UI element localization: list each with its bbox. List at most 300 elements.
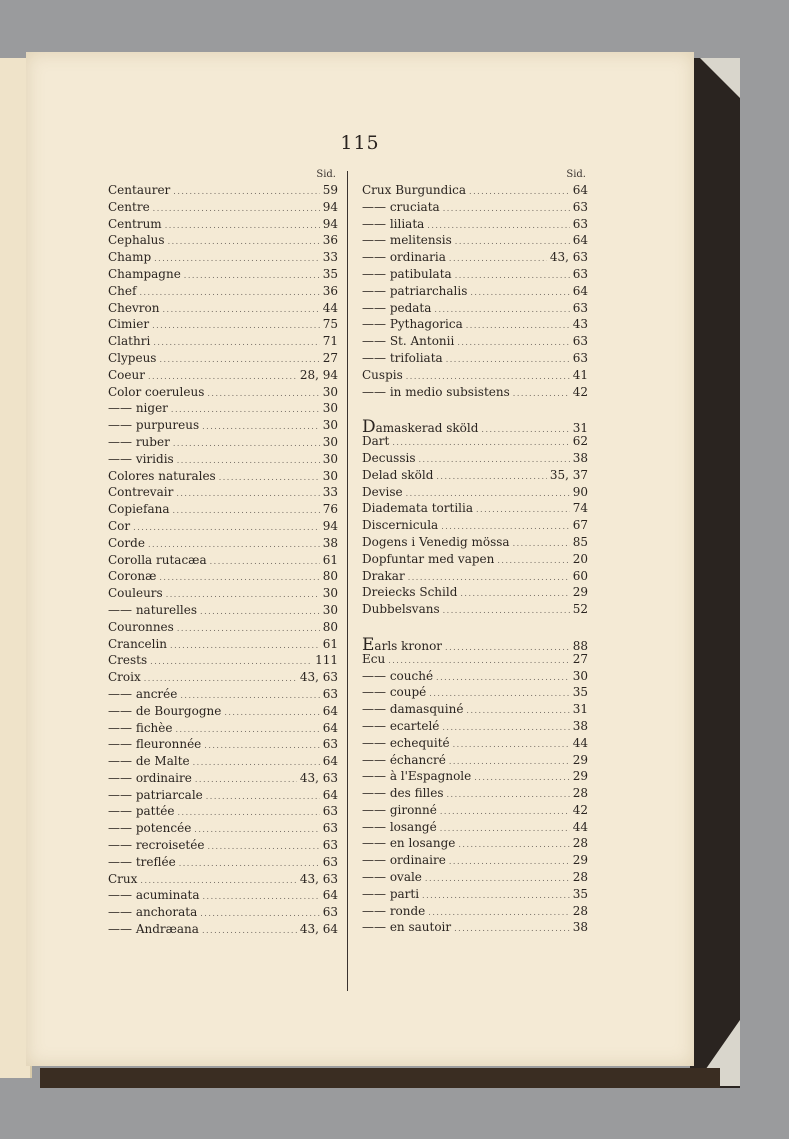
dot-leader [168,237,320,246]
index-entry [108,637,338,654]
entry-label: —— treflée [108,854,176,869]
entry-label: —— Pythagorica [362,317,463,332]
entry-label: —— de Bourgogne [108,703,222,718]
index-entry [108,721,338,738]
index-entry [108,737,338,754]
index-entry [108,888,338,905]
dot-leader [408,573,570,582]
dot-leader [179,859,320,868]
dot-leader [406,372,570,381]
dot-leader [460,589,569,598]
entry-label: —— melitensis [362,233,452,248]
entry-label: Coronæ [108,569,157,584]
entry-label: —— echequité [362,735,450,750]
dot-leader [162,305,319,314]
index-entry [362,485,588,502]
entry-page: 27 [572,651,588,666]
dot-leader [513,539,570,548]
index-entry [108,788,338,805]
dot-leader [200,909,319,918]
dot-leader [422,891,570,900]
entry-label: Dart [362,434,390,449]
index-entry [362,853,588,870]
entry-label: Centrum [108,216,162,231]
entry-label: —— pattée [108,804,175,819]
page-number: 115 [340,132,380,154]
entry-label: Corde [108,535,145,550]
entry-page: 74 [572,501,588,516]
index-entry [362,267,588,284]
entry-page: 61 [322,636,338,651]
dot-leader [440,824,570,833]
index-entry [362,803,588,820]
index-entry [362,634,588,655]
index-entry [108,233,338,250]
index-entry [362,535,588,552]
entry-page: 35, 37 [549,467,588,482]
entry-label: Colores naturales [108,468,216,483]
entry-label: Croix [108,670,141,685]
dot-leader [466,321,570,330]
entry-label: —— in medio subsistens [362,384,510,399]
entry-page: 90 [572,484,588,499]
entry-page: 30 [322,401,338,416]
index-entry [108,905,338,922]
dot-leader [453,740,570,749]
entry-page: 28 [572,903,588,918]
entry-page: 94 [322,518,338,533]
index-entry [362,669,588,686]
entry-page: 43, 63 [299,871,338,886]
entry-label: Dogens i Venedig mössa [362,534,510,549]
dot-leader [202,926,297,935]
column-divider [347,171,348,991]
entry-page: 63 [322,905,338,920]
index-entry [108,284,338,301]
index-entry [362,786,588,803]
index-entry [108,418,338,435]
entry-page: 35 [572,886,588,901]
entry-page: 38 [572,718,588,733]
dot-leader [207,842,319,851]
entry-page: 71 [322,334,338,349]
dot-leader [466,706,569,715]
entry-label: Damaskerad sköld [362,417,479,438]
index-entry [108,452,338,469]
entry-page: 63 [572,300,588,315]
entry-page: 64 [572,233,588,248]
index-entry [362,250,588,267]
entry-page: 85 [572,534,588,549]
entry-label: —— ecartelé [362,718,440,733]
index-entry [108,334,338,351]
entry-label: Cuspis [362,367,403,382]
dot-leader [165,221,320,230]
index-entry [362,217,588,234]
entry-label: Ecu [362,651,386,666]
entry-page: 62 [572,434,588,449]
index-entry [362,501,588,518]
entry-page: 44 [322,300,338,315]
entry-label: —— potencée [108,821,192,836]
entry-label: —— purpureus [108,418,200,433]
dot-leader [139,288,319,297]
dot-leader [428,908,569,917]
entry-page: 94 [322,199,338,214]
index-entry [362,233,588,250]
index-entry [108,821,338,838]
entry-page: 36 [322,233,338,248]
entry-label: Crests [108,653,148,668]
entry-label: Corolla rutacæa [108,552,207,567]
entry-label: —— viridis [108,451,174,466]
dot-leader [474,773,569,782]
entry-page: 43, 63 [299,770,338,785]
dot-leader [170,641,320,650]
index-section-e [362,635,588,937]
index-entry [362,417,588,438]
dot-leader [449,757,570,766]
dot-leader [392,438,569,447]
entry-page: 20 [572,551,588,566]
entry-label: —— à l'Espagnole [362,769,472,784]
entry-page: 29 [572,585,588,600]
index-entry [108,771,338,788]
dot-leader [200,607,320,616]
entry-page: 64 [322,754,338,769]
index-entry [362,183,588,200]
dot-leader [184,271,320,280]
entry-page: 63 [322,686,338,701]
dot-leader [440,807,570,816]
entry-page: 64 [572,183,588,197]
entry-page: 30 [322,434,338,449]
entry-page: 44 [572,735,588,750]
index-entry [108,267,338,284]
dot-leader [210,557,320,566]
entry-label: Dreiecks Schild [362,585,458,600]
index-entry [362,351,588,368]
index-entry [108,317,338,334]
index-section-c [362,183,588,401]
dot-leader [176,489,319,498]
entry-label: Copiefana [108,502,170,517]
entry-label: Clathri [108,334,151,349]
index-entry [362,685,588,702]
dot-leader [418,455,569,464]
index-entry [108,368,338,385]
index-entry [108,183,338,200]
dot-leader [427,221,569,230]
index-entry [362,602,588,619]
dot-leader [436,472,546,481]
entry-label: —— cruciata [362,199,440,214]
entry-page: 30 [322,468,338,483]
entry-page: 43 [572,317,588,332]
dot-leader [177,456,320,465]
index-entry [108,519,338,536]
dot-leader [180,691,319,700]
index-entry [362,200,588,217]
entry-page: 111 [315,653,338,668]
entry-page: 63 [572,216,588,231]
dot-leader [173,439,320,448]
entry-page: 59 [322,183,338,197]
index-entry [108,670,338,687]
entry-label: —— ovale [362,870,422,885]
entry-label: —— liliata [362,216,425,231]
entry-label: —— patriarchalis [362,283,468,298]
dot-leader [470,288,569,297]
entry-page: 43, 63 [549,250,588,265]
entry-label: —— en sautoir [362,920,452,935]
column-header: Sid. [566,169,586,180]
index-entry [108,217,338,234]
index-entry [108,855,338,872]
entry-label: —— patibulata [362,266,452,281]
entry-page: 63 [572,350,588,365]
dot-leader [153,338,319,347]
index-entry [108,485,338,502]
entry-label: —— gironné [362,802,437,817]
index-entry [108,922,338,939]
dot-leader [434,305,569,314]
index-entry [108,586,338,603]
entry-page: 29 [572,752,588,767]
book-page [26,52,694,1066]
dot-leader [224,708,319,717]
dot-leader [148,540,320,549]
dot-leader [152,321,320,330]
entry-label: —— naturelles [108,602,198,617]
entry-label: —— trifoliata [362,350,443,365]
index-entry [108,435,338,452]
entry-page: 35 [322,266,338,281]
entry-label: Color coeruleus [108,384,205,399]
entry-page: 33 [322,485,338,500]
entry-label: —— ruber [108,434,170,449]
dot-leader [166,590,320,599]
entry-label: Dopfuntar med vapen [362,551,495,566]
dot-leader [133,523,320,532]
dot-leader [206,792,320,801]
entry-page: 30 [322,602,338,617]
entry-label: Diademata tortilia [362,501,473,516]
section-gap [362,401,588,417]
entry-label: —— niger [108,401,168,416]
entry-page: 27 [322,350,338,365]
index-column-right [362,169,588,937]
dot-leader [177,624,320,633]
entry-page: 28, 94 [299,367,338,382]
index-entry [362,585,588,602]
dot-leader [445,643,570,652]
entry-label: Decussis [362,450,416,465]
entry-page: 30 [322,451,338,466]
entry-page: 80 [322,619,338,634]
dot-leader [425,874,570,883]
entry-page: 38 [322,535,338,550]
entry-label: —— ordinaire [362,853,446,868]
entry-label: —— damasquiné [362,702,464,717]
index-entry [108,536,338,553]
dot-leader [481,425,569,434]
index-entry [108,401,338,418]
entry-label: Crux Burgundica [362,183,467,197]
index-entry [362,702,588,719]
entry-label: —— ordinaria [362,250,446,265]
entry-page: 52 [572,602,588,617]
dot-leader [203,892,320,901]
index-entry [108,502,338,519]
entry-page: 30 [322,384,338,399]
index-column-left [108,169,338,939]
entry-label: —— fleuronnée [108,737,202,752]
dot-leader [175,725,319,734]
entry-label: —— anchorata [108,905,198,920]
dot-leader [429,689,569,698]
index-entry [108,250,338,267]
dot-leader [513,389,570,398]
entry-page: 31 [572,702,588,717]
index-entry [108,687,338,704]
entry-page: 80 [322,569,338,584]
entry-page: 36 [322,283,338,298]
dot-leader [193,758,320,767]
entry-label: Dubbelsvans [362,602,440,617]
entry-page: 42 [572,802,588,817]
dot-leader [449,254,547,263]
entry-page: 63 [322,804,338,819]
dot-leader [447,790,570,799]
index-entry [108,469,338,486]
entry-label: —— pedata [362,300,432,315]
entry-page: 88 [572,638,588,653]
index-entry [362,552,588,569]
entry-label: Cor [108,518,131,533]
dot-leader [154,254,320,263]
entry-label: Earls kronor [362,634,443,655]
entry-label: Cephalus [108,233,165,248]
entry-page: 64 [572,283,588,298]
entry-page: 64 [322,888,338,903]
entry-label: Contrevair [108,485,174,500]
entry-label: —— acuminata [108,888,200,903]
entry-label: —— couché [362,668,434,683]
dot-leader [476,505,570,514]
dot-leader [457,338,569,347]
index-entry [362,284,588,301]
dot-leader [173,506,320,515]
entry-page: 64 [322,703,338,718]
dot-leader [150,657,312,666]
entry-label: —— Andræana [108,922,199,937]
entry-page: 60 [572,568,588,583]
dot-leader [202,422,320,431]
index-entry [108,351,338,368]
index-entry [108,569,338,586]
entry-page: 28 [572,786,588,801]
entry-label: —— coupé [362,685,427,700]
entry-page: 31 [572,421,588,436]
index-entry [362,451,588,468]
entry-label: —— de Malte [108,754,190,769]
index-entry [362,317,588,334]
dot-leader [497,556,569,565]
entry-label: Cimier [108,317,150,332]
entry-label: Discernicula [362,518,439,533]
index-entry [362,385,588,402]
entry-page: 63 [572,266,588,281]
entry-label: Champ [108,250,152,265]
entry-label: —— recroisetée [108,838,205,853]
entry-page: 63 [322,838,338,853]
dot-leader [443,606,570,615]
index-entry [362,301,588,318]
index-section-d [362,417,588,619]
entry-label: —— des filles [362,786,444,801]
entry-label: Drakar [362,568,405,583]
index-entry [362,753,588,770]
index-entry [108,838,338,855]
entry-page: 94 [322,216,338,231]
dot-leader [159,355,319,364]
dot-leader [194,825,319,834]
entry-page: 38 [572,450,588,465]
entry-label: Couleurs [108,586,163,601]
dot-leader [159,573,319,582]
entry-page: 42 [572,384,588,399]
index-entry [362,468,588,485]
entry-page: 64 [322,787,338,802]
dot-leader [449,857,570,866]
entry-page: 44 [572,819,588,834]
entry-page: 63 [322,821,338,836]
dot-leader [144,674,297,683]
entry-label: Chef [108,283,137,298]
entry-label: —— échancré [362,752,446,767]
entry-label: —— losangé [362,819,437,834]
dot-leader [441,522,570,531]
book-bottom-edge [40,1068,720,1088]
entry-page: 33 [322,250,338,265]
dot-leader [455,237,570,246]
entry-page: 64 [322,720,338,735]
dot-leader [458,840,569,849]
entry-label: Crancelin [108,636,168,651]
entry-page: 75 [322,317,338,332]
dot-leader [195,775,297,784]
index-entry [362,769,588,786]
entry-page: 35 [572,685,588,700]
entry-label: —— St. Antonii [362,334,455,349]
entry-page: 67 [572,518,588,533]
index-entry [108,553,338,570]
dot-leader [436,673,570,682]
entry-label: Delad sköld [362,467,434,482]
dot-leader [469,187,570,196]
index-entry [108,704,338,721]
dot-leader [171,405,320,414]
entry-page: 76 [322,502,338,517]
entry-label: Devise [362,484,403,499]
dot-leader [153,204,320,213]
entry-page: 63 [322,854,338,869]
index-entry [362,920,588,937]
dot-leader [443,204,570,213]
index-list [108,183,338,939]
index-entry [362,887,588,904]
